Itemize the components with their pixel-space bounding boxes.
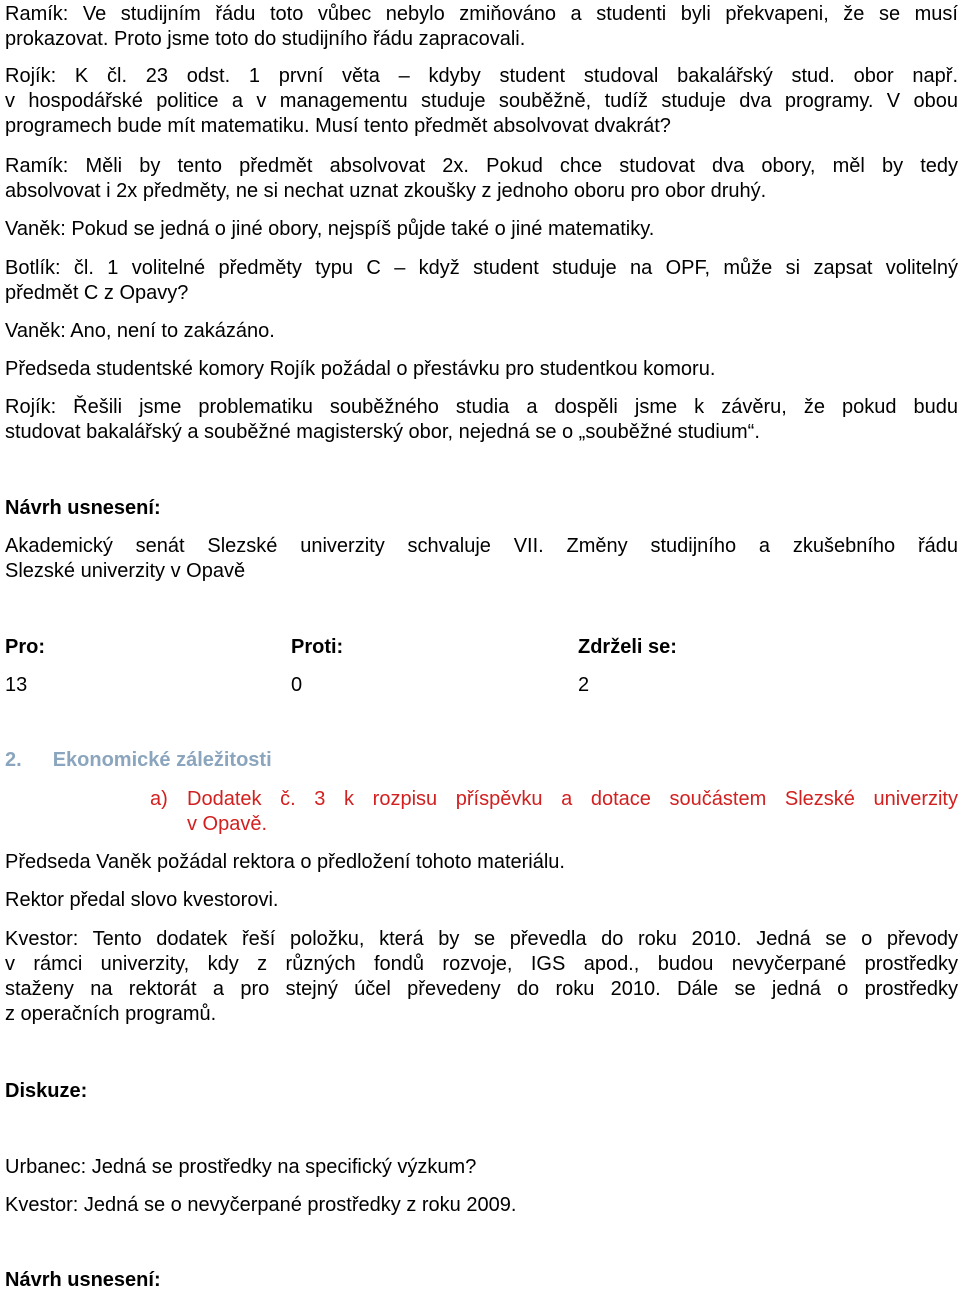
text-line: Předseda Vaněk požádal rektora o předložení tohoto materiálu. — [5, 851, 565, 873]
resolution-text — [5, 534, 958, 584]
resolution-heading-2: Návrh usnesení: — [5, 1269, 161, 1291]
text-line: Botlík: čl. 1 volitelné předměty typu C – když student studuje na OPF, může si zapsat volitelný — [5, 257, 958, 279]
section-title: Ekonomické záležitosti — [52, 749, 272, 771]
text-line: z operačních programů. — [5, 1003, 217, 1025]
paragraph-rojik-2 — [5, 395, 958, 445]
text-line: Rojík: Řešili jsme problematiku souběžného studia a dospěli jsme k závěru, že pokud budu — [5, 396, 958, 418]
agenda-item-marker: a) — [150, 788, 168, 810]
text-line: Slezské univerzity v Opavě — [5, 560, 246, 582]
text-line: prokazovat. Proto jsme toto do studijního řádu zapracovali. — [5, 28, 526, 50]
text-line: Kvestor: Jedná se o nevyčerpané prostředky z roku 2009. — [5, 1194, 517, 1216]
vote-against-value: 0 — [291, 674, 303, 696]
paragraph-vanek-2 — [5, 319, 958, 344]
text-line: staženy na rektorát a pro stejný účel převedeny do roku 2010. Dále se jedná o prostředky — [5, 978, 958, 1000]
vote-abstain-label: Zdrželi se: — [578, 636, 677, 658]
text-line: studovat bakalářský a souběžné magisterský obor, nejedná se o „souběžné studium“. — [5, 421, 760, 443]
paragraph-kvestor-2 — [5, 1193, 958, 1218]
text-line: Dodatek č. 3 k rozpisu příspěvku a dotace součástem Slezské univerzity — [187, 788, 958, 810]
paragraph-rektor — [5, 888, 958, 913]
text-line: předmět C z Opavy? — [5, 282, 189, 304]
text-line: Urbanec: Jedná se prostředky na specifický výzkum? — [5, 1156, 477, 1178]
paragraph-botlik-1 — [5, 256, 958, 306]
text-line: v hospodářské politice a v managementu studuje souběžně, tudíž studuje dva programy. V obou — [5, 90, 958, 112]
text-line: Kvestor: Tento dodatek řeší položku, která by se převedla do roku 2010. Jedná se o převody — [5, 928, 958, 950]
text-line: Vaněk: Pokud se jedná o jiné obory, nejspíš půjde také o jiné matematiky. — [5, 218, 655, 240]
text-line: absolvovat i 2x předměty, ne si nechat uznat zkoušky z jednoho oboru pro obor druhý. — [5, 180, 767, 202]
text-line: v rámci univerzity, kdy z různých fondů rozvoje, IGS apod., budou nevyčerpané prostředky — [5, 953, 958, 975]
paragraph-ramik-1 — [5, 2, 958, 52]
text-line: Rojík: K čl. 23 odst. 1 první věta – kdyby student studoval bakalářský stud. obor např. — [5, 65, 958, 87]
vote-abstain-value: 2 — [578, 674, 590, 696]
agenda-item-a — [150, 787, 958, 837]
paragraph-rojik-1 — [5, 64, 958, 139]
vote-for-value: 13 — [5, 674, 28, 696]
section-heading — [5, 748, 272, 773]
paragraph-vanek-1 — [5, 217, 958, 242]
vote-against-label: Proti: — [291, 636, 344, 658]
text-line: programech bude mít matematiku. Musí tento předmět absolvovat dvakrát? — [5, 115, 671, 137]
paragraph-ramik-2 — [5, 154, 958, 204]
diskuze-heading: Diskuze: — [5, 1080, 88, 1102]
paragraph-urbanec — [5, 1155, 958, 1180]
text-line: Ramík: Ve studijním řádu toto vůbec nebylo zmiňováno a studenti byli překvapeni, že se musí — [5, 3, 958, 25]
paragraph-kvestor-1 — [5, 927, 958, 1027]
text-line: Akademický senát Slezské univerzity schvaluje VII. Změny studijního a zkušebního řádu — [5, 535, 958, 557]
text-line: v Opavě. — [187, 813, 268, 835]
vote-for-label: Pro: — [5, 636, 45, 658]
section-number: 2. — [5, 749, 22, 771]
paragraph-predseda-break — [5, 357, 958, 382]
text-line: Ramík: Měli by tento předmět absolvovat 2x. Pokud chce studovat dva obory, měl by tedy — [5, 155, 958, 177]
paragraph-predseda-request — [5, 850, 958, 875]
text-line: Vaněk: Ano, není to zakázáno. — [5, 320, 275, 342]
text-line: Rektor předal slovo kvestorovi. — [5, 889, 279, 911]
resolution-heading: Návrh usnesení: — [5, 497, 161, 519]
text-line: Předseda studentské komory Rojík požádal o přestávku pro studentkou komoru. — [5, 358, 716, 380]
